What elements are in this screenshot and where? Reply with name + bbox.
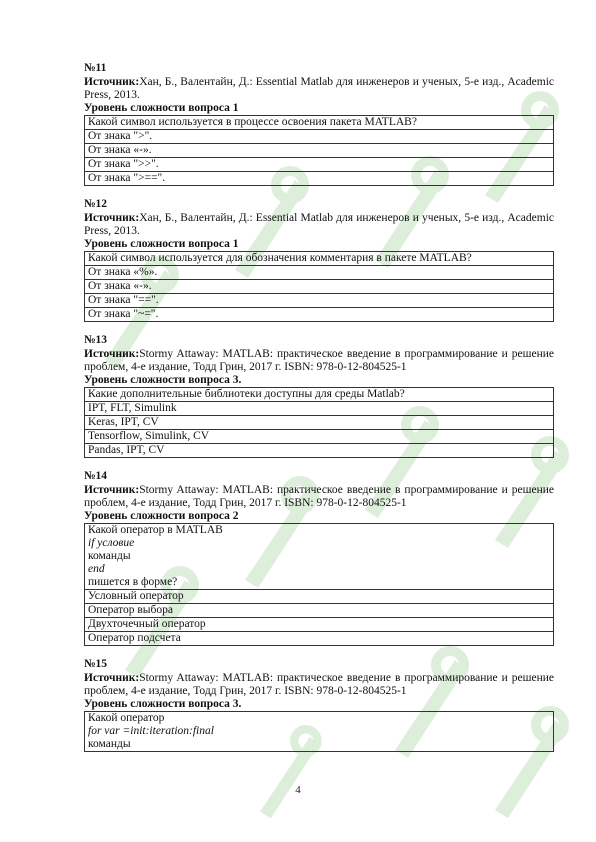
question-table (84, 251, 554, 322)
question-block (84, 334, 554, 458)
source-label: Источник: (84, 76, 140, 88)
code-line: end (88, 563, 105, 575)
page-number: 4 (295, 784, 301, 796)
answer-option: Оператор подсчета (85, 632, 554, 646)
answer-option: Keras, IPT, CV (85, 416, 554, 430)
question-text: Какой символ используется в процессе освоения пакета MATLAB? (85, 116, 554, 130)
question-text: Какие дополнительные библиотеки доступны для среды Matlab? (85, 388, 554, 402)
question-stem-line: пишется в форме? (88, 576, 178, 588)
answer-option: Оператор выбора (85, 604, 554, 618)
source-label: Источник: (84, 212, 140, 224)
answer-option: Tensorflow, Simulink, CV (85, 430, 554, 444)
difficulty-level: Уровень сложности вопроса 3. (84, 374, 242, 386)
source-text: Хан, Б., Валентайн, Д.: Essential Matlab для инженеров и ученых, 5-е изд., Academic Press, 2013. (84, 212, 554, 237)
answer-option: IPT, FLT, Simulink (85, 402, 554, 416)
code-line: if условие (88, 537, 135, 549)
question-table (84, 115, 554, 186)
question-block (84, 658, 554, 752)
question-source (84, 348, 554, 374)
answer-option: Условный оператор (85, 590, 554, 604)
question-block (84, 198, 554, 322)
question-source (84, 212, 554, 238)
difficulty-level: Уровень сложности вопроса 3. (84, 698, 242, 710)
source-text: Stormy Attaway: MATLAB: практическое введение в программирование и решение проблем, 4-е издание, Тодд Грин, 2017 г. ISBN: 978-0-12-804525-1 (84, 484, 554, 509)
answer-option: От знака «-». (85, 144, 554, 158)
answer-option: От знака ">>". (85, 158, 554, 172)
answer-option: От знака «%». (85, 266, 554, 280)
document-body (84, 62, 554, 764)
difficulty-level: Уровень сложности вопроса 1 (84, 102, 239, 114)
source-text: Хан, Б., Валентайн, Д.: Essential Matlab для инженеров и ученых, 5-е изд., Academic Press, 2013. (84, 76, 554, 101)
question-stem-line: Какой оператор в MATLAB (88, 524, 223, 536)
question-number: №14 (84, 470, 108, 482)
source-label: Источник: (84, 484, 140, 496)
answer-option: От знака ">". (85, 130, 554, 144)
source-text: Stormy Attaway: MATLAB: практическое введение в программирование и решение проблем, 4-е издание, Тодд Грин, 2017 г. ISBN: 978-0-12-804525-1 (84, 672, 554, 697)
question-stem-line: команды (88, 738, 131, 750)
question-number: №12 (84, 198, 108, 210)
question-stem-line: Какой оператор (88, 712, 165, 724)
question-number: №13 (84, 334, 108, 346)
question-source (84, 672, 554, 698)
question-number: №11 (84, 62, 107, 74)
code-line: for var =init:iteration:final (88, 725, 214, 737)
question-number: №15 (84, 658, 108, 670)
question-table (84, 523, 554, 646)
question-text: Какой символ используется для обозначения комментария в пакете MATLAB? (85, 252, 554, 266)
answer-option: Двухточечный оператор (85, 618, 554, 632)
answer-option: Pandas, IPT, CV (85, 444, 554, 458)
question-source (84, 484, 554, 510)
answer-option: От знака "~=". (85, 308, 554, 322)
question-table (84, 711, 554, 752)
answer-option: От знака ">==". (85, 172, 554, 186)
source-text: Stormy Attaway: MATLAB: практическое введение в программирование и решение проблем, 4-е издание, Тодд Грин, 2017 г. ISBN: 978-0-12-804525-1 (84, 348, 554, 373)
question-text (85, 712, 554, 752)
question-table (84, 387, 554, 458)
answer-option: От знака «-». (85, 280, 554, 294)
source-label: Источник: (84, 672, 140, 684)
question-stem-line: команды (88, 550, 131, 562)
question-source (84, 76, 554, 102)
source-label: Источник: (84, 348, 140, 360)
question-block (84, 62, 554, 186)
question-block (84, 470, 554, 646)
difficulty-level: Уровень сложности вопроса 1 (84, 238, 239, 250)
difficulty-level: Уровень сложности вопроса 2 (84, 510, 239, 522)
question-text (85, 524, 554, 590)
answer-option: От знака "==". (85, 294, 554, 308)
